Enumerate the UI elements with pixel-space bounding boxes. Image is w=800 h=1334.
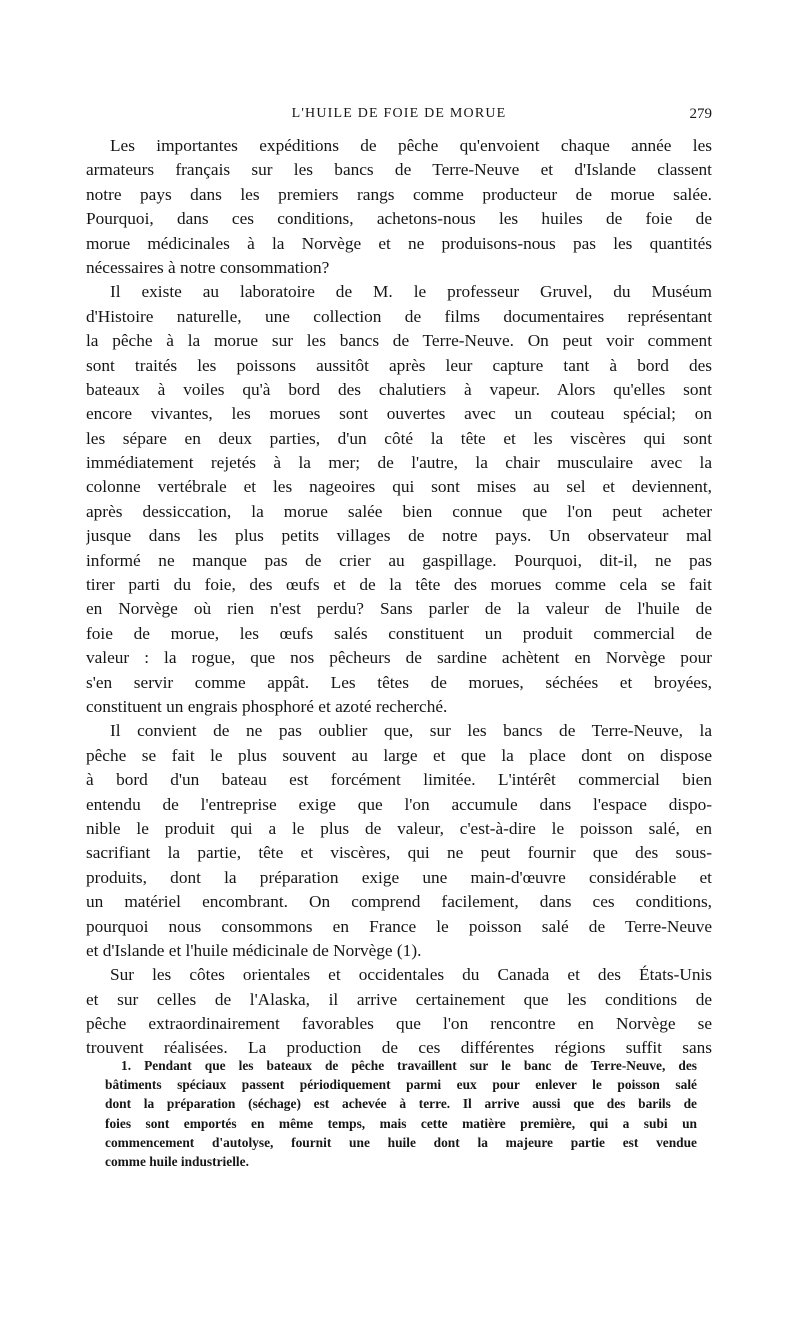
text-line: foie de morue, les œufs salés constituent un produit commercial de <box>86 623 712 643</box>
text-line: constituent un engrais phosphoré et azoté recherché. <box>86 696 448 716</box>
footnote-line: bâtiments spéciaux passent périodiquement parmi eux pour enlever le poisson salé <box>105 1077 697 1093</box>
text-line: trouvent réalisées. La production de ces différentes régions suffit sans <box>86 1038 712 1058</box>
text-line: nécessaires à notre consommation? <box>86 257 330 277</box>
footnote <box>105 1056 697 1171</box>
text-line: d'Histoire naturelle, une collection de films documentaires représentant <box>86 306 712 326</box>
paragraph-4 <box>86 963 712 1061</box>
text-line: informé ne manque pas de crier au gaspillage. Pourquoi, dit-il, ne pas <box>86 550 712 570</box>
text-line: tirer parti du foie, des œufs et de la tête des morues comme cela se fait <box>86 575 712 595</box>
page-number: 279 <box>689 106 712 122</box>
footnote-line: dont la préparation (séchage) est achevée à terre. Il arrive aussi que des barils de <box>105 1096 697 1112</box>
text-line: morue médicinales à la Norvège et ne produisons-nous pas les quantités <box>86 233 712 253</box>
text-line: après dessiccation, la morue salée bien connue que l'on peut acheter <box>86 501 712 521</box>
text-line: notre pays dans les premiers rangs comme producteur de morue salée. <box>86 184 712 204</box>
text-line: les sépare en deux parties, d'un côté la tête et les viscères qui sont <box>86 428 712 448</box>
text-line: encore vivantes, les morues sont ouvertes avec un couteau spécial; on <box>86 404 712 424</box>
text-line: et sur celles de l'Alaska, il arrive certainement que les conditions de <box>86 989 712 1009</box>
footnote-line: 1. Pendant que les bateaux de pêche travaillent sur le banc de Terre-Neuve, des <box>121 1058 697 1073</box>
text-line: Il convient de ne pas oublier que, sur les bancs de Terre-Neuve, la <box>110 721 712 741</box>
text-line: sacrifiant la partie, tête et viscères, qui ne peut fournir que des sous- <box>86 843 712 863</box>
text-line: Il existe au laboratoire de M. le professeur Gruvel, du Muséum <box>110 282 712 302</box>
text-line: la pêche à la morue sur les bancs de Terre-Neuve. On peut voir comment <box>86 331 712 351</box>
text-line: Pourquoi, dans ces conditions, achetons-nous les huiles de foie de <box>86 209 712 229</box>
text-line: armateurs français sur les bancs de Terre-Neuve et d'Islande classent <box>86 160 712 180</box>
text-line: à bord d'un bateau est forcément limitée. L'intérêt commercial bien <box>86 770 712 790</box>
paragraph-1 <box>86 134 712 280</box>
text-line: nible le produit qui a le plus de valeur, c'est-à-dire le poisson salé, en <box>86 818 712 838</box>
footnote-line: foies sont emportés en même temps, mais cette matière première, qui a subi un <box>105 1115 697 1131</box>
text-line: un matériel encombrant. On comprend facilement, dans ces conditions, <box>86 892 712 912</box>
text-line: en Norvège où rien n'est perdu? Sans parler de la valeur de l'huile de <box>86 599 712 619</box>
text-line: immédiatement rejetés à la mer; de l'autre, la chair musculaire avec la <box>86 453 712 473</box>
paragraph-2 <box>86 280 712 719</box>
text-line: colonne vertébrale et les nageoires qui sont mises au sel et deviennent, <box>86 477 712 497</box>
running-head <box>86 102 712 126</box>
text-line: pêche extraordinairement favorables que l'on rencontre en Norvège se <box>86 1014 712 1034</box>
text-line: pêche se fait le plus souvent au large et que la place dont on dispose <box>86 745 712 765</box>
body-text <box>86 134 712 1061</box>
text-line: et d'Islande et l'huile médicinale de Norvège (1). <box>86 940 422 960</box>
text-line: bateaux à voiles qu'à bord des chalutiers à vapeur. Alors qu'elles sont <box>86 379 712 399</box>
text-line: entendu de l'entreprise exige que l'on accumule dans l'espace dispo- <box>86 794 712 814</box>
text-line: jusque dans les plus petits villages de notre pays. Un observateur mal <box>86 526 712 546</box>
text-line: sont traités les poissons aussitôt après leur capture tant à bord des <box>86 355 712 375</box>
footnote-line: commencement d'autolyse, fournit une huile dont la majeure partie est vendue <box>105 1134 697 1150</box>
running-title: L'HUILE DE FOIE DE MORUE <box>291 106 507 121</box>
text-line: Les importantes expéditions de pêche qu'envoient chaque année les <box>110 136 712 155</box>
text-line: valeur : la rogue, que nos pêcheurs de sardine achètent en Norvège pour <box>86 648 712 668</box>
text-line: produits, dont la préparation exige une main-d'œuvre considérable et <box>86 867 712 887</box>
text-line: s'en servir comme appât. Les têtes de morues, séchées et broyées, <box>86 672 712 692</box>
paragraph-3 <box>86 719 712 963</box>
footnote-line: comme huile industrielle. <box>105 1153 249 1169</box>
text-line: Sur les côtes orientales et occidentales du Canada et des États-Unis <box>110 965 712 985</box>
text-line: pourquoi nous consommons en France le poisson salé de Terre-Neuve <box>86 916 712 936</box>
